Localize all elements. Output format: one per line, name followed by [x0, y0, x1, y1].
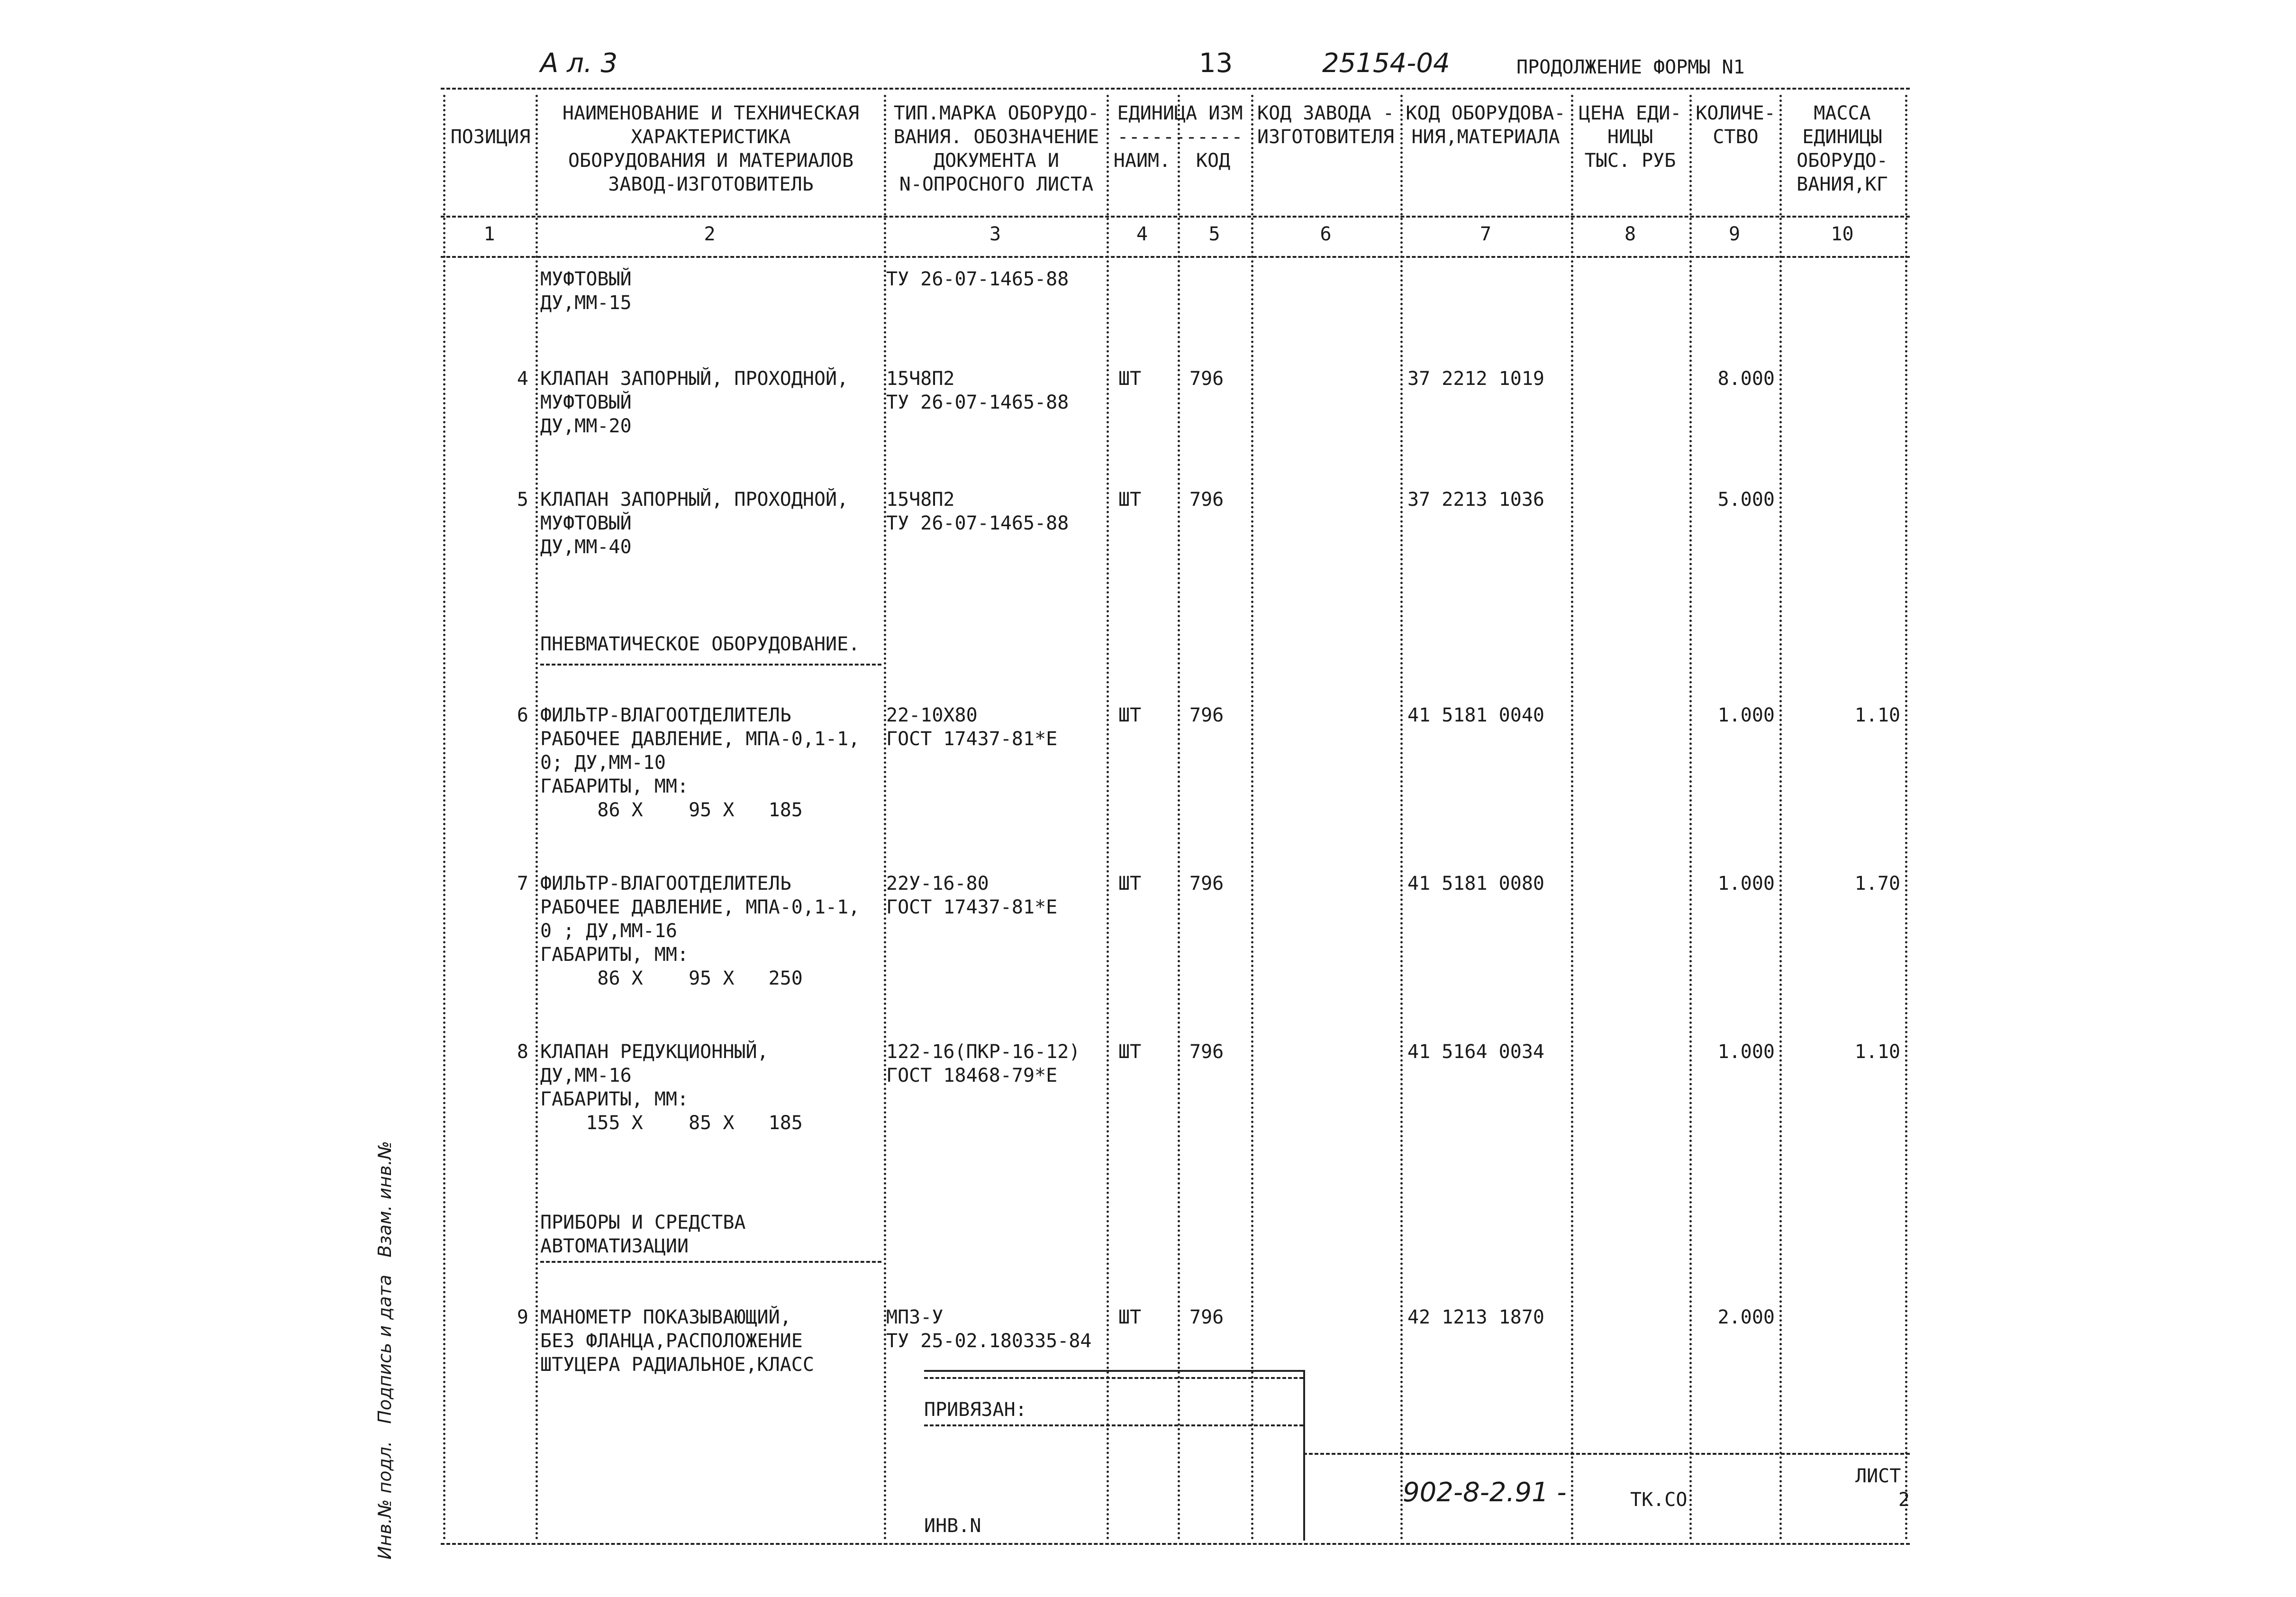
item-name-line: ДУ,ММ-16: [540, 1065, 632, 1086]
position-number: 7: [517, 873, 528, 894]
item-name-line: ФИЛЬТР-ВЛАГООТДЕЛИТЕЛЬ: [540, 873, 791, 894]
type-designation-line: ТУ 26-07-1465-88: [886, 392, 1069, 413]
horizontal-rule: [924, 1377, 1303, 1379]
type-designation-line: ТУ 26-07-1465-88: [886, 268, 1069, 290]
item-name-line: ДУ,ММ-15: [540, 292, 632, 314]
item-name-line: МУФТОВЫЙ: [540, 512, 632, 534]
unit-code: 796: [1189, 368, 1224, 390]
column-rule: [1251, 95, 1253, 1541]
continuation-title: ПРОДОЛЖЕНИЕ ФОРМЫ N1: [1516, 56, 1745, 78]
footer-rule: [924, 1370, 1303, 1372]
type-designation-line: ГОСТ 18468-79*Е: [886, 1065, 1058, 1086]
item-name-line: 155 Х 85 Х 185: [540, 1112, 803, 1134]
column-header-c45: ЕДИНИЦА ИЗМ: [1117, 102, 1243, 124]
type-designation-line: ГОСТ 17437-81*Е: [886, 728, 1058, 750]
unit-mass: 1.10: [1854, 704, 1900, 726]
item-name-line: ГАБАРИТЫ, ММ:: [540, 944, 689, 966]
item-name-line: МУФТОВЫЙ: [540, 268, 632, 290]
column-header-c45: -----------: [1117, 126, 1243, 148]
item-name-line: РАБОЧЕЕ ДАВЛЕНИЕ, МПА-0,1-1,: [540, 728, 860, 750]
column-header-c8: ЦЕНА ЕДИ-: [1579, 102, 1682, 124]
item-name-line: ГАБАРИТЫ, ММ:: [540, 776, 689, 797]
column-number: 9: [1728, 223, 1741, 245]
position-number: 5: [517, 489, 528, 511]
column-rule: [1779, 95, 1782, 1541]
material-code: 41 5181 0080: [1407, 873, 1544, 894]
column-header-c10: МАССА: [1814, 102, 1871, 124]
type-designation-line: 122-16(ПКР-16-12): [886, 1041, 1080, 1063]
horizontal-rule: [441, 1543, 1910, 1545]
type-designation-line: ГОСТ 17437-81*Е: [886, 896, 1058, 918]
column-number: 7: [1479, 223, 1492, 245]
quantity: 1.000: [1717, 873, 1775, 894]
project-code: 902-8-2.91 -: [1403, 1477, 1567, 1508]
unit-mass: 1.10: [1854, 1041, 1900, 1063]
position-number: 9: [517, 1306, 528, 1328]
item-name-line: КЛАПАН РЕДУКЦИОННЫЙ,: [540, 1041, 769, 1063]
column-header-c3: ВАНИЯ. ОБОЗНАЧЕНИЕ: [893, 126, 1099, 148]
type-designation-line: ТУ 25-02.180335-84: [886, 1330, 1092, 1352]
unit-mass: 1.70: [1854, 873, 1900, 894]
column-number: 5: [1208, 223, 1220, 245]
column-number: 6: [1320, 223, 1332, 245]
page-number: 13: [1199, 48, 1233, 79]
section-underline: [540, 1261, 881, 1263]
unit-name: ШТ: [1118, 1306, 1142, 1328]
quantity: 1.000: [1717, 1041, 1775, 1063]
unit-code: 796: [1189, 1306, 1224, 1328]
footer-divider: [1303, 1370, 1305, 1541]
column-header-c8: ТЫС. РУБ: [1584, 150, 1676, 172]
column-rule: [1178, 95, 1180, 1541]
section-underline: [540, 664, 881, 666]
column-rule: [1107, 95, 1109, 1541]
unit-code: 796: [1189, 873, 1224, 894]
item-name-line: МУФТОВЫЙ: [540, 392, 632, 413]
item-name-line: КЛАПАН ЗАПОРНЫЙ, ПРОХОДНОЙ,: [540, 489, 849, 511]
column-number: 4: [1136, 223, 1148, 245]
item-name-line: КЛАПАН ЗАПОРНЫЙ, ПРОХОДНОЙ,: [540, 368, 849, 390]
column-rule: [1905, 95, 1907, 1541]
horizontal-rule: [1303, 1453, 1910, 1455]
item-name-line: ДУ,ММ-20: [540, 415, 632, 437]
column-header-c3: ТИП.МАРКА ОБОРУДО-: [893, 102, 1099, 124]
column-header-c7: КОД ОБОРУДОВА-: [1406, 102, 1566, 124]
column-rule: [1400, 95, 1403, 1541]
column-header-c2: НАИМЕНОВАНИЕ И ТЕХНИЧЕСКАЯ: [562, 102, 860, 124]
doc-code: 25154-04: [1322, 48, 1450, 79]
position-number: 4: [517, 368, 528, 390]
item-name-line: 86 Х 95 Х 185: [540, 799, 803, 821]
item-name-line: 0 ; ДУ,ММ-16: [540, 920, 677, 942]
unit-code: 796: [1189, 489, 1224, 511]
material-code: 37 2212 1019: [1407, 368, 1544, 390]
column-header-c6: ИЗГОТОВИТЕЛЯ: [1257, 126, 1394, 148]
column-number: 2: [704, 223, 716, 245]
column-number: 1: [483, 223, 495, 245]
item-name-line: ШТУЦЕРА РАДИАЛЬНОЕ,КЛАСС: [540, 1354, 814, 1376]
column-header-c10: ЕДИНИЦЫ: [1802, 126, 1882, 148]
column-header-c5: КОД: [1196, 150, 1231, 172]
quantity: 1.000: [1717, 704, 1775, 726]
unit-name: ШТ: [1118, 368, 1142, 390]
column-rule: [443, 95, 445, 1541]
column-number: 3: [989, 223, 1001, 245]
column-header-c9: КОЛИЧЕ-: [1696, 102, 1776, 124]
material-code: 37 2213 1036: [1407, 489, 1544, 511]
item-name-line: РАБОЧЕЕ ДАВЛЕНИЕ, МПА-0,1-1,: [540, 896, 860, 918]
column-header-c7: НИЯ,МАТЕРИАЛА: [1411, 126, 1560, 148]
item-name-line: ФИЛЬТР-ВЛАГООТДЕЛИТЕЛЬ: [540, 704, 791, 726]
type-designation-line: 15Ч8П2: [886, 489, 955, 511]
column-header-c2: ЗАВОД-ИЗГОТОВИТЕЛЬ: [608, 173, 814, 195]
unit-name: ШТ: [1118, 704, 1142, 726]
item-name-line: АВТОМАТИЗАЦИИ: [540, 1235, 689, 1257]
column-header-c6: КОД ЗАВОДА -: [1257, 102, 1394, 124]
item-name-line: ПРИБОРЫ И СРЕДСТВА: [540, 1212, 746, 1233]
column-rule: [535, 95, 538, 1541]
unit-name: ШТ: [1118, 1041, 1142, 1063]
column-header-c1: ПОЗИЦИЯ: [450, 126, 531, 148]
side-stamp: Инв.№ подл. Подпись и дата Взам. инв.№: [374, 1141, 395, 1560]
quantity: 2.000: [1717, 1306, 1775, 1328]
column-header-c4: НАИМ.: [1113, 150, 1171, 172]
item-name-line: ПНЕВМАТИЧЕСКОЕ ОБОРУДОВАНИЕ.: [540, 633, 860, 655]
material-code: 41 5164 0034: [1407, 1041, 1544, 1063]
item-name-line: 86 Х 95 Х 250: [540, 967, 803, 989]
quantity: 8.000: [1717, 368, 1775, 390]
material-code: 42 1213 1870: [1407, 1306, 1544, 1328]
bound-label: ПРИВЯЗАН:: [924, 1399, 1027, 1421]
horizontal-rule: [924, 1424, 1303, 1426]
type-designation-line: 15Ч8П2: [886, 368, 955, 390]
column-header-c9: СТВО: [1713, 126, 1759, 148]
position-number: 8: [517, 1041, 528, 1063]
item-name-line: ДУ,ММ-40: [540, 536, 632, 558]
column-rule: [1571, 95, 1573, 1541]
quantity: 5.000: [1717, 489, 1775, 511]
unit-name: ШТ: [1118, 489, 1142, 511]
horizontal-rule: [441, 88, 1910, 90]
document-suffix: ТК.СО: [1630, 1489, 1688, 1511]
unit-name: ШТ: [1118, 873, 1142, 894]
material-code: 41 5181 0040: [1407, 704, 1544, 726]
type-designation-line: 22У-16-80: [886, 873, 989, 894]
column-number: 10: [1831, 223, 1854, 245]
column-number: 8: [1624, 223, 1636, 245]
unit-code: 796: [1189, 704, 1224, 726]
column-header-c2: ХАРАКТЕРИСТИКА: [631, 126, 791, 148]
type-designation-line: ТУ 26-07-1465-88: [886, 512, 1069, 534]
item-name-line: 0; ДУ,ММ-10: [540, 752, 666, 774]
column-header-c3: ДОКУМЕНТА И: [934, 150, 1059, 172]
sheet-number: 2: [1898, 1489, 1910, 1511]
column-header-c3: N-ОПРОСНОГО ЛИСТА: [899, 173, 1094, 195]
item-name-line: БЕЗ ФЛАНЦА,РАСПОЛОЖЕНИЕ: [540, 1330, 803, 1352]
item-name-line: МАНОМЕТР ПОКАЗЫВАЮЩИЙ,: [540, 1306, 791, 1328]
unit-code: 796: [1189, 1041, 1224, 1063]
type-designation-line: 22-10Х80: [886, 704, 978, 726]
column-header-c10: ВАНИЯ,КГ: [1797, 173, 1888, 195]
inventory-label: ИНВ.N: [924, 1515, 981, 1537]
album-label: А л. 3: [540, 48, 618, 79]
sheet-label: ЛИСТ: [1855, 1465, 1901, 1487]
column-header-c8: НИЦЫ: [1607, 126, 1653, 148]
column-header-c2: ОБОРУДОВАНИЯ И МАТЕРИАЛОВ: [568, 150, 854, 172]
position-number: 6: [517, 704, 528, 726]
item-name-line: ГАБАРИТЫ, ММ:: [540, 1088, 689, 1110]
column-header-c10: ОБОРУДО-: [1797, 150, 1888, 172]
type-designation-line: МП3-У: [886, 1306, 944, 1328]
